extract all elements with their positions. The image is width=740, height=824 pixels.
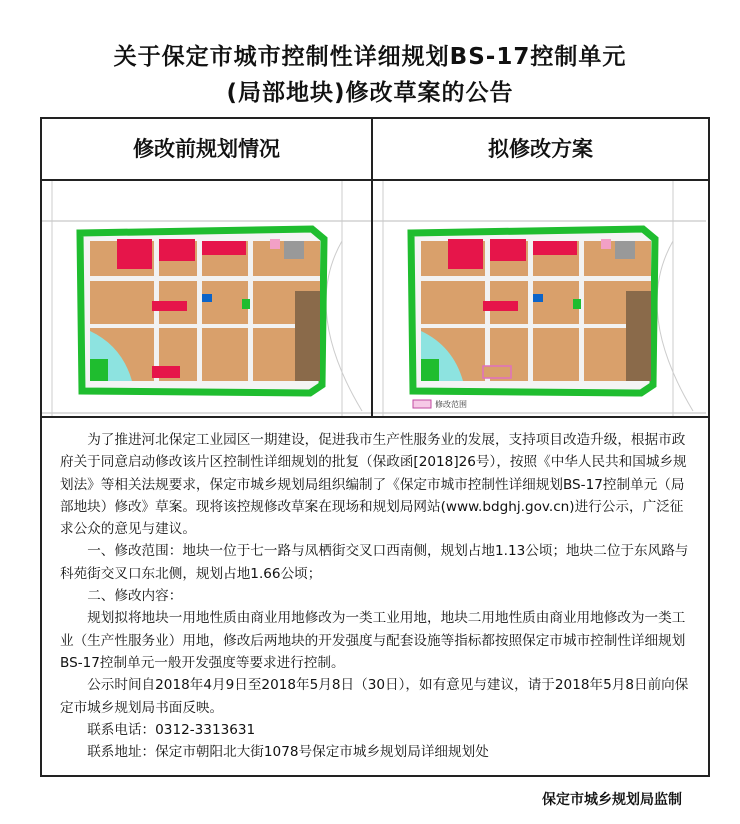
announcement-body	[60, 429, 696, 763]
contact-address: 联系地址：保定市朝阳北大街1078号保定市城乡规划局详细规划处	[87, 744, 489, 761]
before-plan-heading: 修改前规划情况	[42, 119, 373, 181]
period-paragraph: 公示时间自2018年4月9日至2018年5月8日（30日），如有意见与建议，请于2018年5月8日前向保定市城乡规划局书面反映。	[60, 677, 689, 716]
contact-phone: 联系电话：0312-3313631	[87, 721, 256, 738]
before-map-basemap	[42, 181, 371, 416]
before-plan-map-panel	[42, 181, 373, 416]
issuer-note: 保定市城乡规划局监制	[542, 792, 682, 808]
proposed-plan-heading: 拟修改方案	[373, 119, 708, 181]
notice-title-line2: (局部地块)修改草案的公告	[226, 80, 514, 106]
intro-paragraph: 为了推进河北保定工业园区一期建设，促进我市生产性服务业的发展，支持项目改造升级，根据市政府关于同意启动修改该片区控制性详细规划的批复（保政函[2018]26号），按照《中华人民共和国城乡规划法》等相关法规要求，保定市城乡规划局组织编制了《保定市城市控制性详细规划BS-17控制单元（局部地块）修改》草案。现将该控规修改草案在现场和规划局网站(www.bdghj.gov.cn)进行公示，广泛征求公众的意见与建议。	[60, 432, 687, 538]
section-divider	[42, 416, 708, 418]
proposed-plan-map-panel	[373, 181, 708, 416]
after-map-basemap	[373, 181, 706, 416]
content-heading: 二、修改内容：	[87, 588, 183, 605]
before-plan-map	[42, 181, 371, 416]
notice-frame	[40, 117, 710, 777]
notice-title-line1: 关于保定市城市控制性详细规划BS-17控制单元	[113, 44, 627, 70]
legend-swatch	[413, 400, 431, 408]
content-paragraph: 规划拟将地块一用地性质由商业用地修改为一类工业用地，地块二用地性质由商业用地修改为一类工业（生产性服务业）用地，修改后两地块的开发强度与配套设施等指标都按照保定市城市控制性详细规划BS-17控制单元一般开发强度等要求进行控制。	[60, 610, 686, 671]
proposed-plan-map	[373, 181, 706, 416]
scope-paragraph: 一、修改范围：地块一位于七一路与凤栖街交叉口西南侧，规划占地1.13公顷；地块二位于东风路与科苑街交叉口东北侧，规划占地1.66公顷；	[60, 543, 689, 582]
legend-label: 修改范围	[435, 400, 467, 409]
